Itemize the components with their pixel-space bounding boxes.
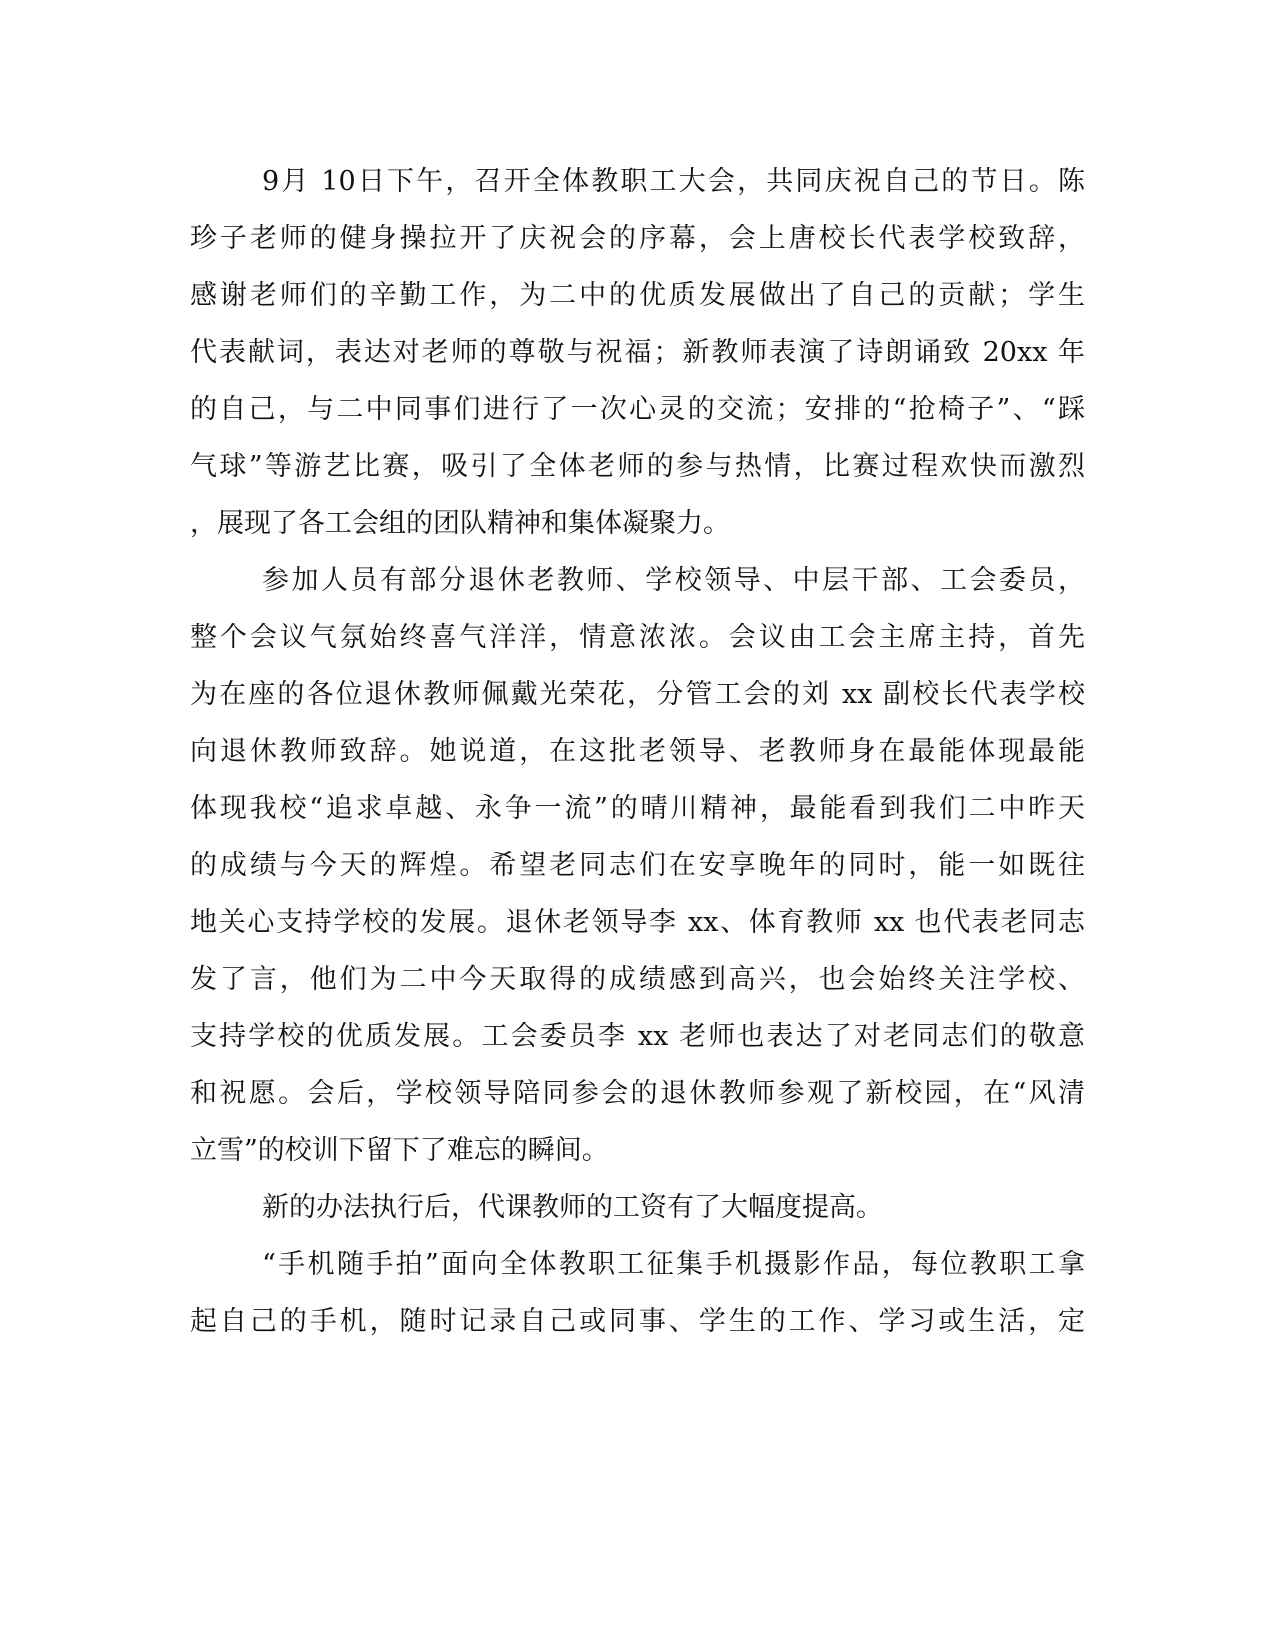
- paragraph-line: 地关心支持学校的发展。退休老领导李 xx、体育教师 xx 也代表老同志: [190, 907, 1085, 938]
- paragraph-line: 和祝愿。会后，学校领导陪同参会的退休教师参观了新校园，在“风清: [190, 1078, 1085, 1109]
- paragraph-line: 整个会议气氛始终喜气洋洋，情意浓浓。会议由工会主席主持，首先: [190, 622, 1085, 653]
- paragraph-line: 立雪”的校训下留下了难忘的瞬间。: [190, 1135, 609, 1166]
- paragraph-line: 向退休教师致辞。她说道，在这批老领导、老教师身在最能体现最能: [190, 736, 1085, 767]
- paragraph-line: 的成绩与今天的辉煌。希望老同志们在安享晚年的同时，能一如既往: [190, 850, 1085, 881]
- paragraph-line: 代表献词，表达对老师的尊敬与祝福；新教师表演了诗朗诵致 20xx 年: [190, 337, 1085, 368]
- paragraph-line: 珍子老师的健身操拉开了庆祝会的序幕，会上唐校长代表学校致辞，: [190, 223, 1085, 254]
- paragraph-line: 新的办法执行后，代课教师的工资有了大幅度提高。: [262, 1192, 883, 1223]
- paragraph-line: 的自己，与二中同事们进行了一次心灵的交流；安排的“抢椅子”、“踩: [190, 394, 1085, 425]
- paragraph-line: 感谢老师们的辛勤工作，为二中的优质发展做出了自己的贡献；学生: [190, 280, 1085, 311]
- paragraph-line: 9月 10日下午，召开全体教职工大会，共同庆祝自己的节日。陈: [262, 166, 1085, 197]
- paragraph-line: 为在座的各位退休教师佩戴光荣花，分管工会的刘 xx 副校长代表学校: [190, 679, 1085, 710]
- paragraph-line: 起自己的手机，随时记录自己或同事、学生的工作、学习或生活，定: [190, 1306, 1085, 1337]
- paragraph-line: “手机随手拍”面向全体教职工征集手机摄影作品，每位教职工拿: [262, 1249, 1085, 1280]
- paragraph-line: ，展现了各工会组的团队精神和集体凝聚力。: [190, 508, 730, 539]
- paragraph-line: 气球”等游艺比赛，吸引了全体老师的参与热情，比赛过程欢快而激烈: [190, 451, 1085, 482]
- paragraph-line: 体现我校“追求卓越、永争一流”的晴川精神，最能看到我们二中昨天: [190, 793, 1085, 824]
- paragraph-line: 发了言，他们为二中今天取得的成绩感到高兴，也会始终关注学校、: [190, 964, 1085, 995]
- paragraph-line: 参加人员有部分退休老教师、学校领导、中层干部、工会委员，: [262, 565, 1085, 596]
- paragraph-line: 支持学校的优质发展。工会委员李 xx 老师也表达了对老同志们的敬意: [190, 1021, 1085, 1052]
